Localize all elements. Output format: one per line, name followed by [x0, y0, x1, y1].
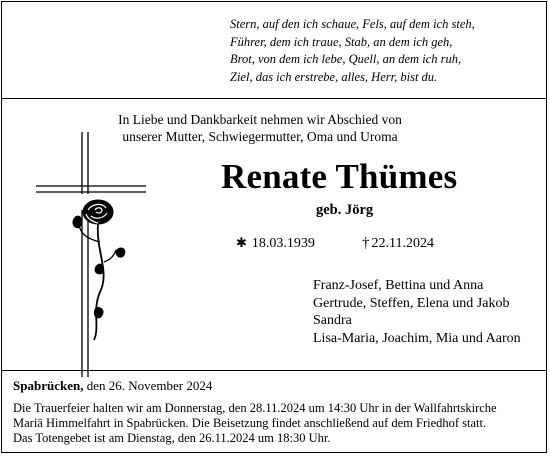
death-date-value: 22.11.2024 [371, 236, 434, 251]
details-line: Mariä Himmelfahrt in Spabrücken. Die Beisetzung findet anschließend auf dem Friedhof statt. [13, 416, 487, 430]
birth-star-icon: ✱ [236, 235, 247, 250]
funeral-details [13, 401, 543, 446]
poem [230, 16, 475, 86]
details-line: Die Trauerfeier halten wir am Donnerstag, den 28.11.2024 um 14:30 Uhr in der Wallfahrtskirche [13, 401, 497, 415]
intro-line: In Liebe und Dankbarkeit nehmen wir Abschied von [118, 112, 402, 127]
bottom-divider [2, 370, 546, 371]
cross-with-rose-icon [36, 132, 146, 377]
poem-line: Ziel, das ich erstrebe, alles, Herr, bist du. [230, 69, 438, 84]
poem-line: Brot, von dem ich lebe, Quell, an dem ich ruh, [230, 52, 462, 66]
notice-date: den 26. November 2024 [83, 378, 213, 393]
obituary-notice [1, 1, 547, 453]
place-date [13, 378, 212, 394]
intro-line: unserer Mutter, Schwiegermutter, Oma und Uroma [122, 129, 398, 144]
poem-line: Führer, dem ich traue, Stab, an dem ich geh, [230, 34, 453, 49]
intro-text [100, 111, 420, 145]
poem-line: Stern, auf den ich schaue, Fels, auf dem ich steh, [230, 17, 475, 31]
top-divider [2, 98, 546, 99]
birth-date-value: 18.03.1939 [251, 236, 315, 251]
birth-date [236, 235, 315, 252]
death-cross-icon: † [362, 235, 370, 251]
maiden-name: geb. Jörg [316, 202, 374, 218]
place-name: Spabrücken, [13, 378, 84, 393]
death-date [362, 235, 434, 252]
mourner-line: Sandra [313, 313, 352, 328]
mourner-line: Gertrude, Steffen, Elena und Jakob [313, 295, 510, 311]
details-line: Das Totengebet ist am Dienstag, den 26.11.2024 um 18:30 Uhr. [13, 431, 331, 445]
deceased-name: Renate Thümes [221, 157, 458, 196]
mourner-line: Franz-Josef, Bettina und Anna [313, 278, 484, 293]
mourners-list [313, 277, 521, 347]
mourner-line: Lisa-Maria, Joachim, Mia und Aaron [313, 330, 521, 346]
